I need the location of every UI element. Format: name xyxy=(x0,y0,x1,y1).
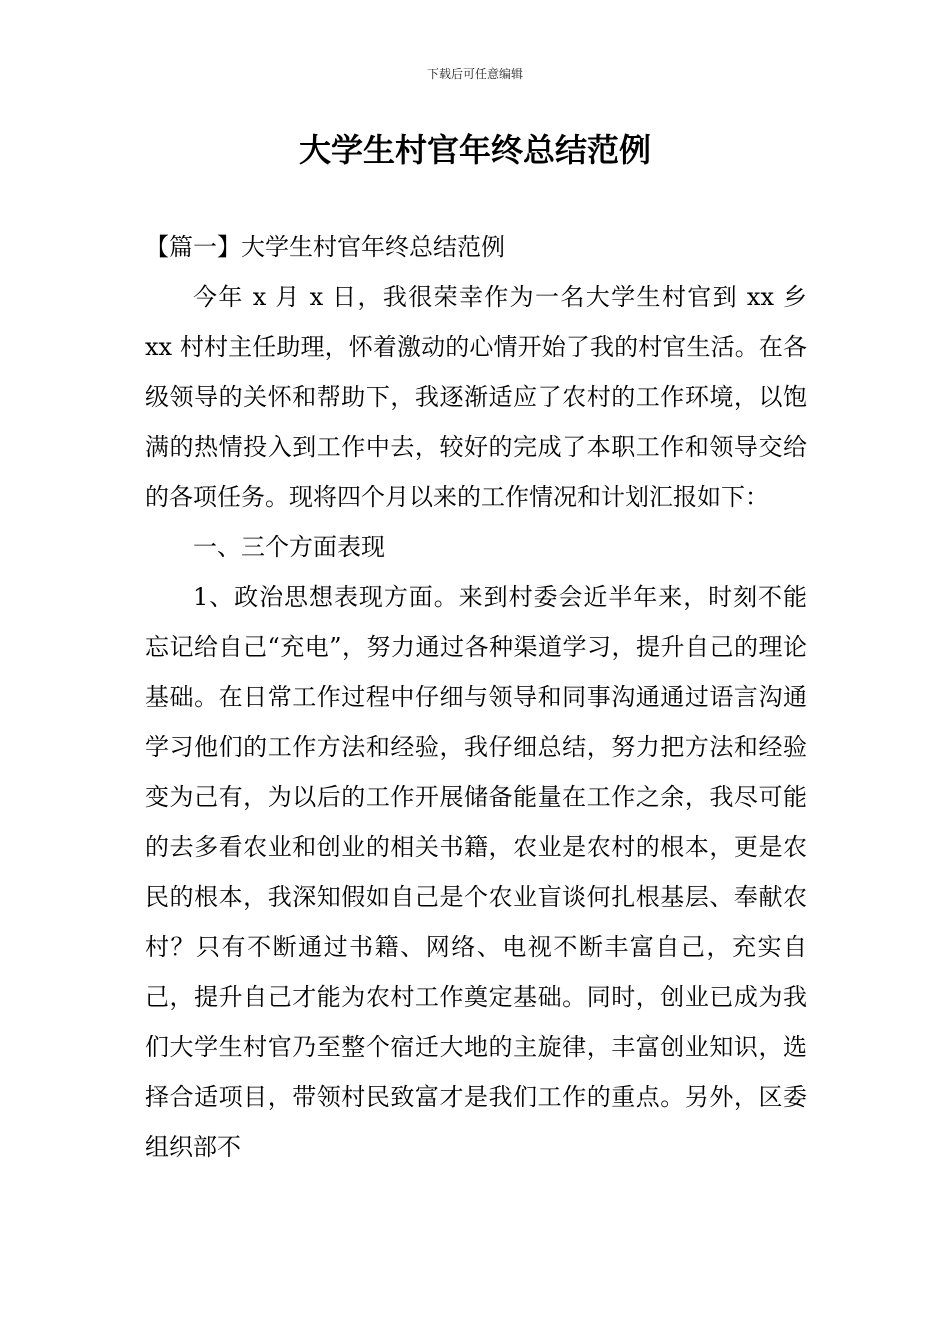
paragraph-subheading: 一、三个方面表现 xyxy=(193,533,385,561)
header-note: 下载后可任意编辑 xyxy=(426,67,523,81)
paragraph-political: 1、政治思想表现方面。来到村委会近半年来，时刻不能忘记给自己“充电”，努力通过各种渠道学习，提升自己的理论基础。在日常工作过程中仔细与领导和同事沟通通过语言沟通学习他们的工作方法和经验，我仔细总结，努力把方法和经验变为己有，为以后的工作开展储备能量在工作之余，我尽可能的去多看农业和创业的相关书籍，农业是农村的根本，更是农民的根本，我深知假如自己是个农业盲谈何扎根基层、奉献农村？只有不断通过书籍、网络、电视不断丰富自己，充实自己，提升自己才能为农村工作奠定基础。同时，创业已成为我们大学生村官乃至整个宿迁大地的主旋律，丰富创业知识，选择合适项目，带领村民致富才是我们工作的重点。另外，区委组织部不 xyxy=(145,583,807,1161)
section-heading: 【篇一】大学生村官年终总结范例 xyxy=(145,233,505,261)
paragraph-intro: 今年 x 月 x 日，我很荣幸作为一名大学生村官到 xx 乡 xx 村村主任助理，怀着激动的心情开始了我的村官生活。在各级领导的关怀和帮助下，我逐渐适应了农村的工作环境，以饱满的热情投入到工作中去，较好的完成了本职工作和领导交给的各项任务。现将四个月以来的工作情况和计划汇报如下： xyxy=(145,283,807,511)
document-title: 大学生村官年终总结范例 xyxy=(298,131,651,169)
document-body xyxy=(145,222,807,1172)
